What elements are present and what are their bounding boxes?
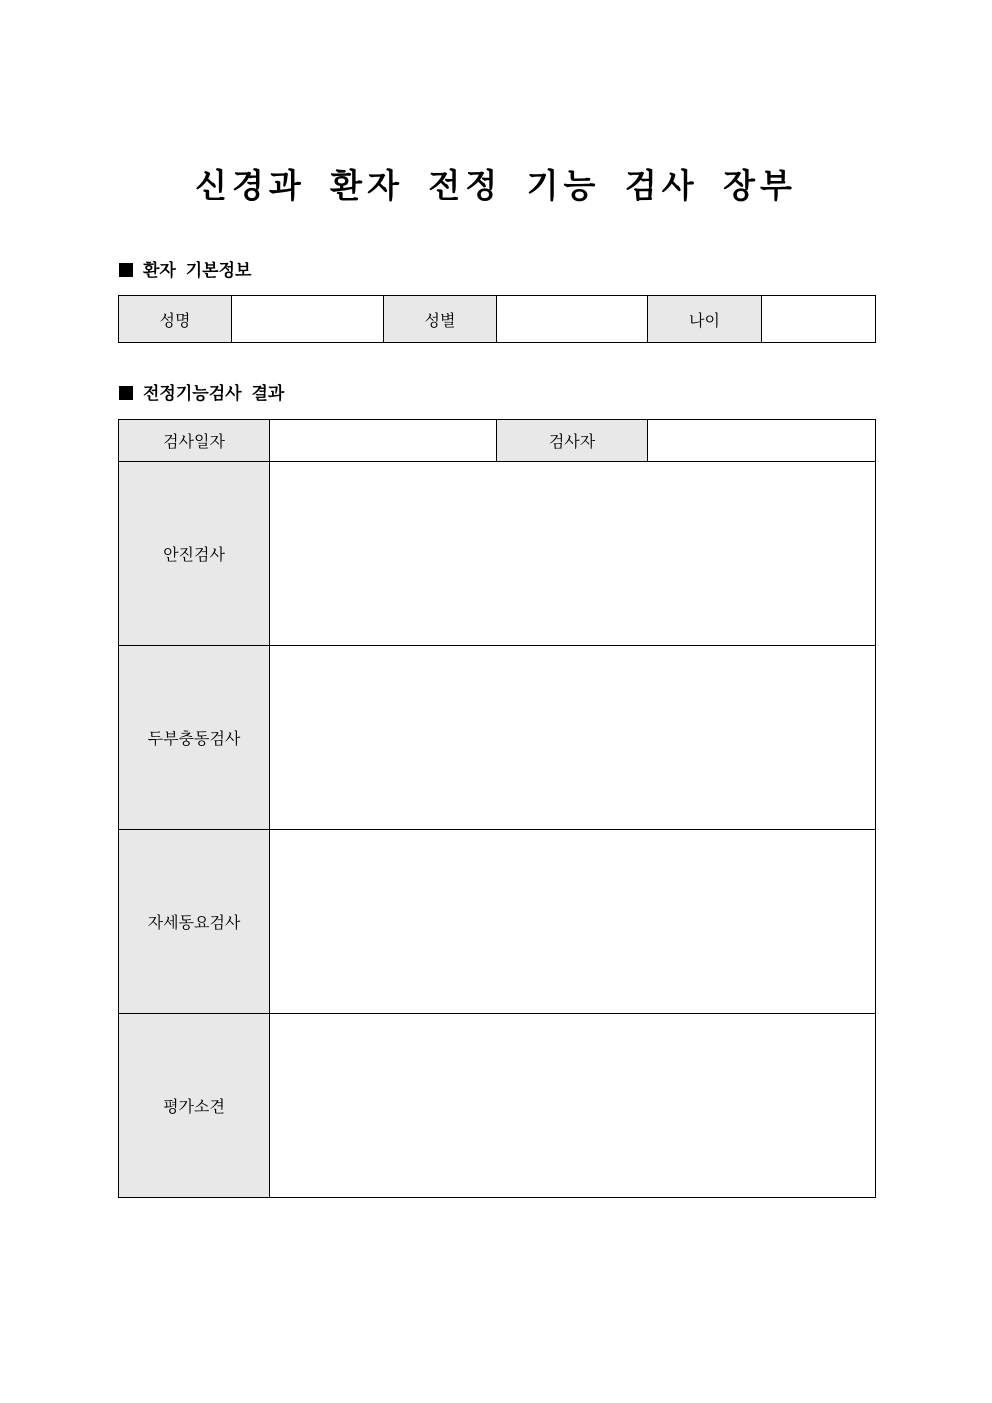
head-impulse-label: 두부충동검사: [119, 646, 270, 830]
assessment-label: 평가소견: [119, 1014, 270, 1198]
nystagmus-label: 안진검사: [119, 462, 270, 646]
basic-info-heading-text: 환자 기본정보: [143, 261, 252, 281]
name-label: 성명: [119, 296, 232, 343]
assessment-field[interactable]: [270, 1014, 876, 1198]
square-bullet-icon: [119, 386, 133, 400]
results-table: [118, 419, 876, 1198]
sex-label: 성별: [384, 296, 497, 343]
basic-info-table: [118, 295, 876, 343]
basic-info-row: [119, 296, 876, 343]
nystagmus-field[interactable]: [270, 462, 876, 646]
results-heading-text: 전정기능검사 결과: [143, 384, 285, 404]
exam-date-label: 검사일자: [119, 420, 270, 462]
postural-sway-label: 자세동요검사: [119, 830, 270, 1014]
assessment-row: [119, 1014, 876, 1198]
examiner-field[interactable]: [648, 420, 876, 462]
results-heading: [119, 382, 284, 406]
page-title: 신경과 환자 전정 기능 검사 장부: [195, 166, 797, 205]
age-field[interactable]: [762, 296, 876, 343]
basic-info-heading: [119, 259, 251, 283]
sex-field[interactable]: [497, 296, 648, 343]
square-bullet-icon: [119, 263, 133, 277]
exam-date-field[interactable]: [270, 420, 497, 462]
head-impulse-row: [119, 646, 876, 830]
age-label: 나이: [648, 296, 762, 343]
exam-info-row: [119, 420, 876, 462]
examiner-label: 검사자: [497, 420, 648, 462]
name-field[interactable]: [232, 296, 384, 343]
head-impulse-field[interactable]: [270, 646, 876, 830]
postural-sway-field[interactable]: [270, 830, 876, 1014]
nystagmus-row: [119, 462, 876, 646]
postural-sway-row: [119, 830, 876, 1014]
